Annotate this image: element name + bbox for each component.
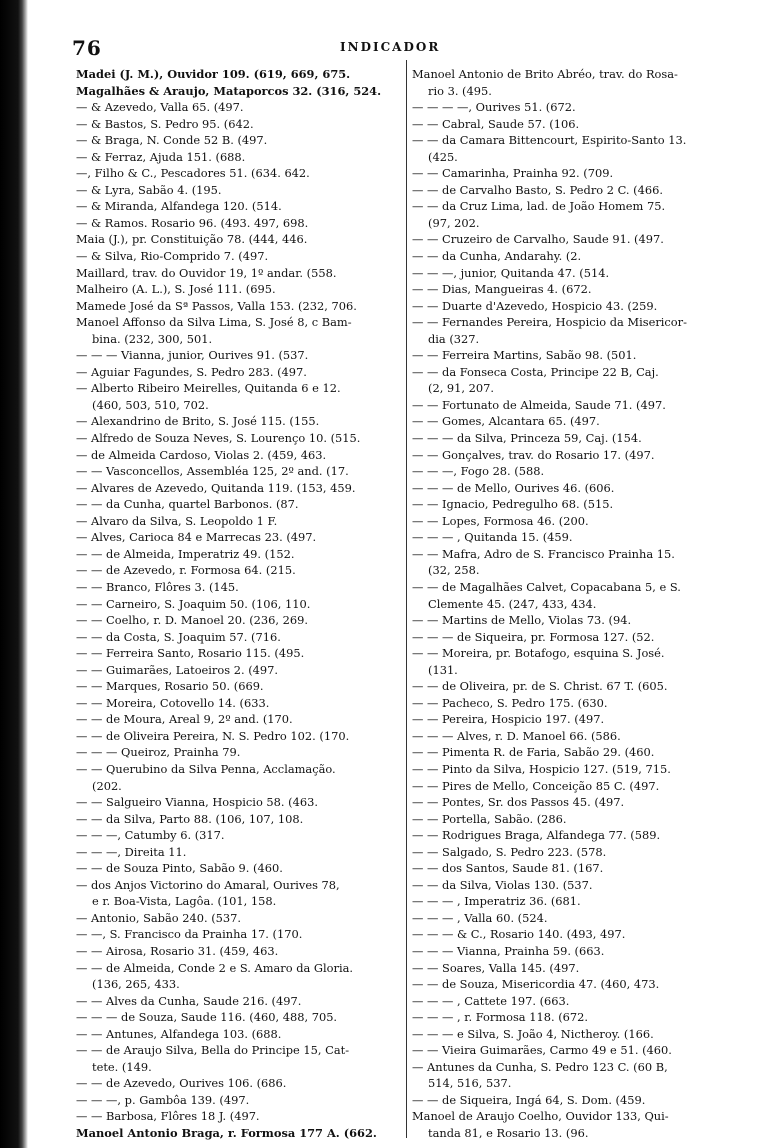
- directory-entry-line: — — Vasconcellos, Assembléa 125, 2º and. (17.: [76, 464, 349, 479]
- directory-entry-line: — — de Azevedo, Ourives 106. (686.: [76, 1076, 287, 1091]
- directory-entry-line: — — Lopes, Formosa 46. (200.: [412, 513, 589, 528]
- directory-entry-line: — — Ferreira Santo, Rosario 115. (495.: [76, 646, 305, 661]
- directory-entry-line: — — Ignacio, Pedregulho 68. (515.: [412, 497, 614, 512]
- left-column: [76, 66, 402, 1142]
- directory-entry-line: — — Salgueiro Vianna, Hospicio 58. (463.: [76, 795, 318, 810]
- directory-entry-line: — — — & C., Rosario 140. (493, 497.: [412, 927, 626, 942]
- directory-entry-line: — — de Araujo Silva, Bella do Principe 15, Cat-: [76, 1043, 350, 1058]
- directory-entry-line: (32, 258.: [428, 563, 480, 578]
- running-head: INDICADOR: [340, 40, 441, 54]
- directory-entry-line: Maillard, trav. do Ouvidor 19, 1º andar. (558.: [76, 265, 337, 280]
- directory-entry-line: Manoel de Araujo Coelho, Ouvidor 133, Qui-: [412, 1109, 669, 1124]
- directory-entry-line: — dos Anjos Victorino do Amaral, Ourives 78,: [76, 877, 340, 892]
- directory-entry-line: — — Pacheco, S. Pedro 175. (630.: [412, 695, 608, 710]
- directory-entry-line: — & Bastos, S. Pedro 95. (642.: [76, 116, 254, 131]
- directory-entry-line: — — — e Silva, S. João 4, Nictheroy. (166.: [412, 1026, 654, 1041]
- directory-entry-line: — — da Silva, Violas 130. (537.: [412, 877, 593, 892]
- directory-entry-line: (136, 265, 433.: [92, 977, 180, 992]
- directory-entry-line: — — Mafra, Adro de S. Francisco Prainha 15.: [412, 546, 675, 561]
- directory-entry-line: — — Martins de Mello, Violas 73. (94.: [412, 613, 632, 628]
- directory-entry-line: — — da Silva, Parto 88. (106, 107, 108.: [76, 811, 304, 826]
- directory-entry-line: — — de Oliveira, pr. de S. Christ. 67 T. (605.: [412, 679, 668, 694]
- directory-entry-line: — — Moreira, pr. Botafogo, esquina S. José.: [412, 646, 665, 661]
- directory-entry-line: — — — , Valla 60. (524.: [412, 910, 548, 925]
- directory-entry-line: —, Filho & C., Pescadores 51. (634. 642.: [76, 166, 310, 181]
- directory-entry-line: — — —, p. Gambôa 139. (497.: [76, 1092, 250, 1107]
- directory-entry-line: — & Ferraz, Ajuda 151. (688.: [76, 149, 246, 164]
- directory-entry-line: — — Pinto da Silva, Hospicio 127. (519, 715.: [412, 761, 671, 776]
- directory-entry-line: Magalhães & Araujo, Mataporcos 32. (316, 524.: [76, 83, 382, 98]
- directory-entry-line: — & Lyra, Sabão 4. (195.: [76, 182, 222, 197]
- directory-entry-line: — — Guimarães, Latoeiros 2. (497.: [76, 662, 278, 677]
- directory-entry-line: (131.: [428, 662, 458, 677]
- directory-entry-line: — — — , Quitanda 15. (459.: [412, 530, 573, 545]
- directory-entry-line: — — de Siqueira, Ingá 64, S. Dom. (459.: [412, 1092, 646, 1107]
- directory-entry-line: — — —, Fogo 28. (588.: [412, 464, 545, 479]
- directory-entry-line: — Alvaro da Silva, S. Leopoldo 1 F.: [76, 513, 278, 528]
- directory-entry-line: — — — Queiroz, Prainha 79.: [76, 745, 241, 760]
- directory-entry-line: — — Marques, Rosario 50. (669.: [76, 679, 264, 694]
- directory-entry-line: — — — , Imperatriz 36. (681.: [412, 894, 581, 909]
- directory-entry-line: — —, S. Francisco da Prainha 17. (170.: [76, 927, 303, 942]
- directory-entry-line: — — Cabral, Saude 57. (106.: [412, 116, 580, 131]
- directory-entry-line: — — de Magalhães Calvet, Copacabana 5, e S.: [412, 579, 681, 594]
- directory-entry-line: — — Branco, Flôres 3. (145.: [76, 579, 239, 594]
- directory-entry-line: — Alfredo de Souza Neves, S. Lourenço 10. (515.: [76, 431, 361, 446]
- directory-entry-line: e r. Boa-Vista, Lagôa. (101, 158.: [92, 894, 277, 909]
- directory-entry-line: — — da Camara Bittencourt, Espirito-Santo 13.: [412, 133, 687, 148]
- directory-entry-line: Malheiro (A. L.), S. José 111. (695.: [76, 282, 276, 297]
- directory-entry-line: — Alvares de Azevedo, Quitanda 119. (153, 459.: [76, 480, 356, 495]
- directory-entry-line: — — de Azevedo, r. Formosa 64. (215.: [76, 563, 296, 578]
- directory-entry-line: — — Querubino da Silva Penna, Acclamação.: [76, 761, 336, 776]
- page-number: 76: [72, 36, 102, 60]
- directory-entry-line: (460, 503, 510, 702.: [92, 397, 209, 412]
- directory-entry-line: — — —, junior, Quitanda 47. (514.: [412, 265, 610, 280]
- directory-entry-line: Manoel Antonio Braga, r. Formosa 177 A. (662.: [76, 1126, 377, 1140]
- directory-entry-line: — — Duarte d'Azevedo, Hospicio 43. (259.: [412, 298, 658, 313]
- directory-entry-line: — — Moreira, Cotovello 14. (633.: [76, 695, 270, 710]
- directory-entry-line: — — Antunes, Alfandega 103. (688.: [76, 1026, 282, 1041]
- directory-entry-line: (2, 91, 207.: [428, 381, 495, 396]
- directory-entry-line: — — — Vianna, junior, Ourives 91. (537.: [76, 348, 309, 363]
- directory-entry-line: — — Fernandes Pereira, Hospicio da Misericor-: [412, 315, 687, 330]
- directory-entry-line: — — Camarinha, Prainha 92. (709.: [412, 166, 614, 181]
- directory-entry-line: (425.: [428, 149, 458, 164]
- directory-entry-line: — — Soares, Valla 145. (497.: [412, 960, 580, 975]
- directory-entry-line: bina. (232, 300, 501.: [92, 331, 213, 346]
- directory-entry-line: — — Airosa, Rosario 31. (459, 463.: [76, 943, 279, 958]
- directory-entry-line: — — de Souza, Misericordia 47. (460, 473.: [412, 977, 660, 992]
- directory-entry-line: Manoel Affonso da Silva Lima, S. José 8, c Bam-: [76, 315, 352, 330]
- directory-entry-line: — — Salgado, S. Pedro 223. (578.: [412, 844, 607, 859]
- directory-entry-line: — — de Carvalho Basto, S. Pedro 2 C. (466.: [412, 182, 663, 197]
- directory-entry-line: — — de Oliveira Pereira, N. S. Pedro 102. (170.: [76, 728, 350, 743]
- directory-entry-line: — — de Souza Pinto, Sabão 9. (460.: [76, 861, 283, 876]
- directory-entry-line: — — Ferreira Martins, Sabão 98. (501.: [412, 348, 637, 363]
- directory-entry-line: — — — —, Ourives 51. (672.: [412, 100, 576, 115]
- directory-entry-line: — — Pimenta R. de Faria, Sabão 29. (460.: [412, 745, 655, 760]
- directory-entry-line: — — — de Souza, Saude 116. (460, 488, 705.: [76, 1010, 338, 1025]
- directory-entry-line: — — —, Catumby 6. (317.: [76, 828, 225, 843]
- directory-entry-line: — — da Cunha, quartel Barbonos. (87.: [76, 497, 299, 512]
- directory-entry-line: — — — da Silva, Princeza 59, Caj. (154.: [412, 431, 642, 446]
- directory-entry-line: — Aguiar Fagundes, S. Pedro 283. (497.: [76, 364, 307, 379]
- directory-entry-line: — — Vieira Guimarães, Carmo 49 e 51. (460.: [412, 1043, 672, 1058]
- directory-entry-line: Maia (J.), pr. Constituição 78. (444, 446.: [76, 232, 308, 247]
- directory-entry-line: (97, 202.: [428, 215, 480, 230]
- directory-entry-line: — — Pontes, Sr. dos Passos 45. (497.: [412, 795, 625, 810]
- directory-entry-line: — Alberto Ribeiro Meirelles, Quitanda 6 e 12.: [76, 381, 341, 396]
- directory-entry-line: — — — , Cattete 197. (663.: [412, 993, 570, 1008]
- directory-entry-line: — — Cruzeiro de Carvalho, Saude 91. (497.: [412, 232, 664, 247]
- directory-entry-line: — — — Vianna, Prainha 59. (663.: [412, 943, 605, 958]
- directory-entry-line: — & Miranda, Alfandega 120. (514.: [76, 199, 282, 214]
- directory-entry-line: — — — de Mello, Ourives 46. (606.: [412, 480, 615, 495]
- directory-entry-line: — — da Cruz Lima, lad. de João Homem 75.: [412, 199, 666, 214]
- directory-entry-line: 514, 516, 537.: [428, 1076, 512, 1091]
- directory-entry-line: — Alexandrino de Brito, S. José 115. (155.: [76, 414, 320, 429]
- directory-entry-line: — — Alves da Cunha, Saude 216. (497.: [76, 993, 302, 1008]
- directory-entry-line: — — Pereira, Hospicio 197. (497.: [412, 712, 605, 727]
- directory-entry-line: — — de Almeida, Imperatriz 49. (152.: [76, 546, 295, 561]
- directory-entry-line: — Antunes da Cunha, S. Pedro 123 C. (60 B,: [412, 1059, 668, 1074]
- directory-entry-line: — — Dias, Mangueiras 4. (672.: [412, 282, 592, 297]
- directory-entry-line: — — de Moura, Areal 9, 2º and. (170.: [76, 712, 293, 727]
- directory-entry-line: — & Silva, Rio-Comprido 7. (497.: [76, 249, 269, 264]
- directory-entry-line: — — Gonçalves, trav. do Rosario 17. (497.: [412, 447, 655, 462]
- right-column: [412, 66, 756, 1142]
- directory-entry-line: — — da Fonseca Costa, Principe 22 B, Caj.: [412, 364, 659, 379]
- directory-entry-line: — & Azevedo, Valla 65. (497.: [76, 100, 244, 115]
- directory-entry-line: — — Gomes, Alcantara 65. (497.: [412, 414, 600, 429]
- directory-entry-line: — — da Cunha, Andarahy. (2.: [412, 249, 582, 264]
- directory-entry-line: rio 3. (495.: [428, 83, 492, 98]
- directory-entry-line: — Alves, Carioca 84 e Marrecas 23. (497.: [76, 530, 317, 545]
- directory-entry-line: Clemente 45. (247, 433, 434.: [428, 596, 597, 611]
- directory-entry-line: — — Pires de Mello, Conceição 85 C. (497.: [412, 778, 660, 793]
- column-divider: [406, 60, 407, 1138]
- directory-entry-line: Mamede José da Sª Passos, Valla 153. (232, 706.: [76, 298, 357, 313]
- directory-entry-line: — & Braga, N. Conde 52 B. (497.: [76, 133, 268, 148]
- directory-entry-line: — — Barbosa, Flôres 18 J. (497.: [76, 1109, 260, 1124]
- directory-entry-line: Madei (J. M.), Ouvidor 109. (619, 669, 675.: [76, 67, 351, 81]
- directory-entry-line: — — Coelho, r. D. Manoel 20. (236, 269.: [76, 613, 308, 628]
- directory-entry-line: — — — de Siqueira, pr. Formosa 127. (52.: [412, 629, 655, 644]
- directory-entry-line: — — da Costa, S. Joaquim 57. (716.: [76, 629, 281, 644]
- directory-entry-line: tete. (149.: [92, 1059, 152, 1074]
- directory-entry-line: — — —, Direita 11.: [76, 844, 187, 859]
- directory-entry-line: (202.: [92, 778, 122, 793]
- directory-entry-line: — — Fortunato de Almeida, Saude 71. (497.: [412, 397, 666, 412]
- directory-entry-line: Manoel Antonio de Brito Abréo, trav. do Rosa-: [412, 67, 678, 81]
- directory-entry-line: — & Ramos. Rosario 96. (493. 497, 698.: [76, 215, 309, 230]
- directory-entry-line: — — de Almeida, Conde 2 e S. Amaro da Gloria.: [76, 960, 354, 975]
- directory-entry-line: — Antonio, Sabão 240. (537.: [76, 910, 242, 925]
- directory-entry-line: tanda 81, e Rosario 13. (96.: [428, 1126, 589, 1140]
- directory-entry-line: — — Rodrigues Braga, Alfandega 77. (589.: [412, 828, 661, 843]
- directory-entry-line: — — Portella, Sabão. (286.: [412, 811, 567, 826]
- directory-entry-line: — — — Alves, r. D. Manoel 66. (586.: [412, 728, 621, 743]
- directory-entry-line: — — Carneiro, S. Joaquim 50. (106, 110.: [76, 596, 311, 611]
- directory-entry-line: — de Almeida Cardoso, Violas 2. (459, 463.: [76, 447, 327, 462]
- book-binding-shadow: [0, 0, 28, 1148]
- directory-entry-line: dia (327.: [428, 331, 480, 346]
- directory-entry-line: — — — , r. Formosa 118. (672.: [412, 1010, 588, 1025]
- directory-entry-line: — — dos Santos, Saude 81. (167.: [412, 861, 604, 876]
